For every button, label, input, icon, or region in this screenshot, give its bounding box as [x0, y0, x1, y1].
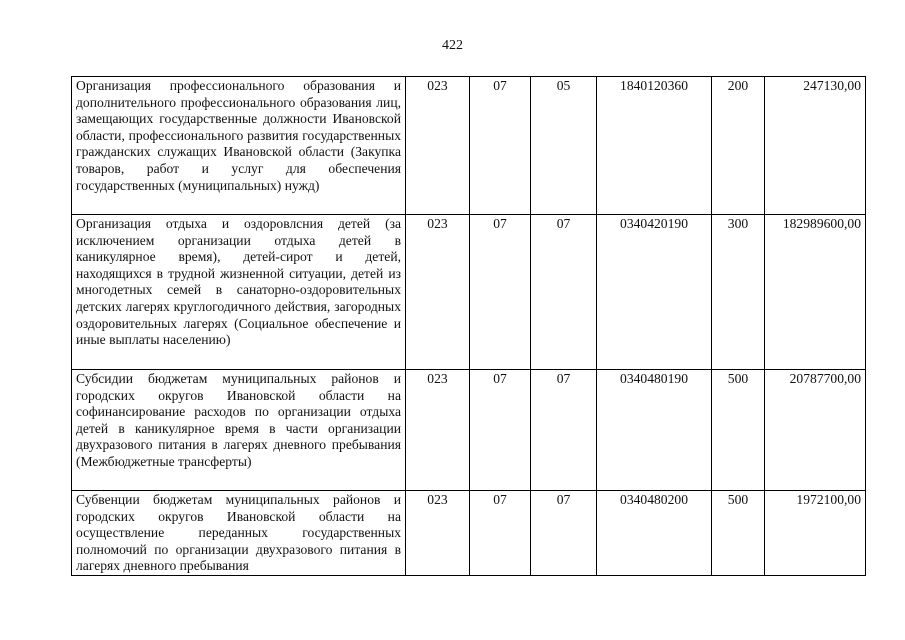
row-target-code: 1840120360: [597, 77, 712, 215]
row-ministry-code: 023: [406, 370, 470, 491]
row-description: Субсидии бюджетам муниципальных районов и городских округов Ивановской области на софинансирование расходов по организации отдыха детей в каникулярное время в части организации двухразового питания в лагерях дневного пребывания (Межбюджетные трансферты): [72, 370, 406, 491]
row-description: Организация отдыха и оздоровлсния детей (за исключением организации отдыха детей в каникулярное время), детей-сирот и детей, находящихся в трудной жизненной ситуации, детей из многодетных семей в санаторно-оздоровительных детских лагерях круглогодичного действия, загородных оздоровительных лагерях (Социальное обеспечение и иные выплаты населению): [72, 215, 406, 370]
row-expense-type: 200: [712, 77, 765, 215]
row-subsection-code: 07: [531, 370, 597, 491]
row-target-code: 0340420190: [597, 215, 712, 370]
row-amount: 247130,00: [765, 77, 866, 215]
table-row: [72, 77, 866, 215]
row-description: Субвенции бюджетам муниципальных районов и городских округов Ивановской области на осуществление переданных государственных полномочий по организации двухразового питания в лагерях дневного пребывания: [72, 491, 406, 576]
row-subsection-code: 07: [531, 491, 597, 576]
row-section-code: 07: [470, 491, 531, 576]
row-expense-type: 300: [712, 215, 765, 370]
row-ministry-code: 023: [406, 215, 470, 370]
row-section-code: 07: [470, 77, 531, 215]
table-row: [72, 215, 866, 370]
page-number: 422: [442, 38, 463, 53]
table-row: [72, 491, 866, 576]
row-target-code: 0340480190: [597, 370, 712, 491]
budget-table: [71, 76, 866, 576]
row-ministry-code: 023: [406, 77, 470, 215]
row-section-code: 07: [470, 370, 531, 491]
row-target-code: 0340480200: [597, 491, 712, 576]
table-row: [72, 370, 866, 491]
row-amount: 20787700,00: [765, 370, 866, 491]
row-expense-type: 500: [712, 370, 765, 491]
row-section-code: 07: [470, 215, 531, 370]
row-subsection-code: 07: [531, 215, 597, 370]
row-subsection-code: 05: [531, 77, 597, 215]
row-amount: 182989600,00: [765, 215, 866, 370]
row-description: Организация профессионального образования и дополнительного профессионального образования лиц, замещающих государственные должности Ивановской области, профессионального развития государственных гражданских служащих Ивановской области (Закупка товаров, работ и услуг для обеспечения государственных (муниципальных) нужд): [72, 77, 406, 215]
row-ministry-code: 023: [406, 491, 470, 576]
row-amount: 1972100,00: [765, 491, 866, 576]
row-expense-type: 500: [712, 491, 765, 576]
